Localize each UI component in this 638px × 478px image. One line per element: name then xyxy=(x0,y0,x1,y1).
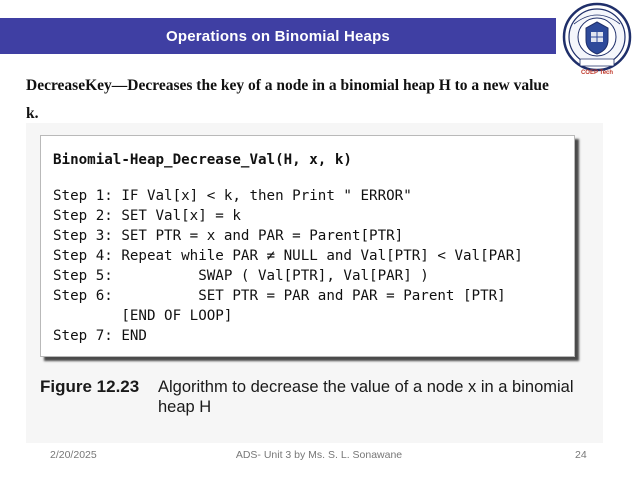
figure-number: Figure 12.23 xyxy=(40,377,140,396)
code-line-8: [END OF LOOP] xyxy=(53,308,233,324)
algorithm-code-box xyxy=(40,135,575,357)
figure-panel xyxy=(26,123,603,443)
figure-caption-text: Algorithm to decrease the value of a node x in a binomial heap H xyxy=(158,378,574,416)
slide-title-bar xyxy=(0,18,556,54)
code-line-5: Step 4: Repeat while PAR ≠ NULL and Val[PTR] < Val[PAR] xyxy=(53,248,523,264)
description-line-1: DecreaseKey—Decreases the key of a node in a binomial heap H to a new value xyxy=(26,77,549,94)
code-line-0: Binomial-Heap_Decrease_Val(H, x, k) xyxy=(53,152,352,168)
footer-page-number: 24 xyxy=(575,449,587,461)
code-line-6: Step 5: SWAP ( Val[PTR], Val[PAR] ) xyxy=(53,268,429,284)
logo-caption: COEP Tech xyxy=(580,70,614,76)
code-line-9: Step 7: END xyxy=(53,328,147,344)
description xyxy=(26,72,574,128)
code-line-3: Step 2: SET Val[x] = k xyxy=(53,208,241,224)
footer-author: ADS- Unit 3 by Ms. S. L. Sonawane xyxy=(235,449,403,461)
description-line-2: k. xyxy=(26,105,39,122)
footer-date: 2/20/2025 xyxy=(50,449,97,461)
code-line-4: Step 3: SET PTR = x and PAR = Parent[PTR] xyxy=(53,228,404,244)
code-line-7: Step 6: SET PTR = PAR and PAR = Parent [PTR] xyxy=(53,288,506,304)
slide-title: Operations on Binomial Heaps xyxy=(166,27,390,45)
code-line-2: Step 1: IF Val[x] < k, then Print " ERROR" xyxy=(53,188,412,204)
college-emblem-icon xyxy=(560,2,634,76)
